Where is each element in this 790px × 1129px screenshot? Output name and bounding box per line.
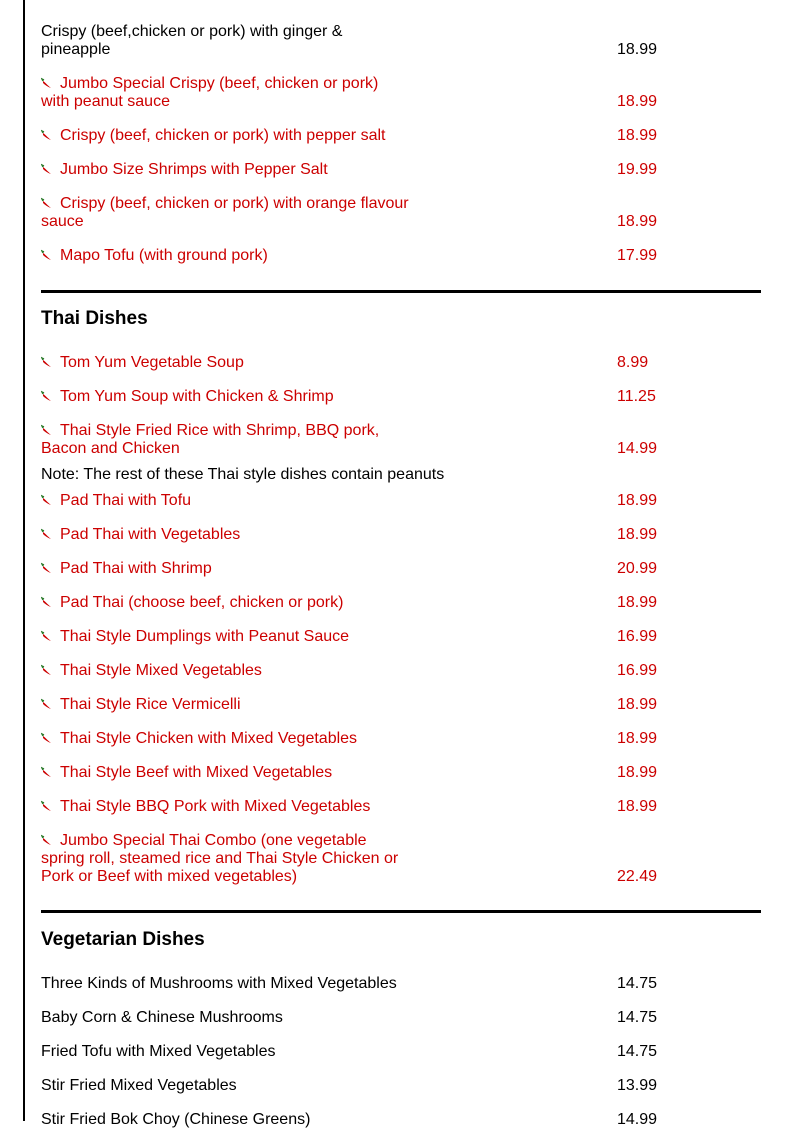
menu-item-name: [41, 1077, 411, 1095]
menu-item-label: Tom Yum Soup with Chicken & Shrimp: [60, 388, 334, 405]
menu-item-label: Stir Fried Mixed Vegetables: [41, 1077, 237, 1094]
menu-item-row: [41, 1077, 761, 1095]
menu-item-price: 18.99: [617, 696, 658, 713]
chili-pepper-icon: [41, 628, 60, 646]
section-heading-vegetarian: Vegetarian Dishes: [41, 929, 205, 950]
menu-item-name: [41, 247, 411, 265]
menu-item-price: 20.99: [617, 560, 658, 577]
menu-item-name: [41, 730, 411, 748]
menu-item-price: 14.99: [617, 1111, 658, 1128]
menu-item-name: [41, 388, 411, 406]
menu-item-label: Stir Fried Bok Choy (Chinese Greens): [41, 1111, 311, 1128]
menu-item-name: [41, 764, 411, 782]
menu-item-label: Thai Style BBQ Pork with Mixed Vegetables: [60, 798, 371, 815]
menu-item-name: [41, 832, 411, 886]
menu-item-price: 19.99: [617, 161, 658, 178]
chili-pepper-icon: [41, 354, 60, 372]
menu-item-label: Thai Style Mixed Vegetables: [60, 662, 262, 679]
menu-item-price: 18.99: [617, 730, 658, 747]
chili-pepper-icon: [41, 75, 60, 93]
menu-item-name: [41, 798, 411, 816]
menu-item-label: Mapo Tofu (with ground pork): [60, 247, 268, 264]
chili-pepper-icon: [41, 247, 60, 265]
menu-item-name: [41, 526, 411, 544]
menu-item-row: [41, 388, 761, 406]
chili-pepper-icon: [41, 492, 60, 510]
menu-item-row: [41, 195, 761, 231]
menu-item-name: [41, 161, 411, 179]
left-border-line: [23, 0, 25, 1121]
menu-item-row: [41, 560, 761, 578]
menu-item-price: 14.99: [617, 440, 658, 457]
menu-item-row: [41, 1009, 761, 1027]
section-divider: [41, 290, 761, 293]
menu-item-name: [41, 975, 411, 993]
chili-pepper-icon: [41, 730, 60, 748]
chili-pepper-icon: [41, 127, 60, 145]
chili-pepper-icon: [41, 161, 60, 179]
menu-item-name: [41, 594, 411, 612]
menu-item-name: [41, 354, 411, 372]
chili-pepper-icon: [41, 195, 60, 213]
menu-item-label: Thai Style Rice Vermicelli: [60, 696, 241, 713]
menu-item-name: [41, 628, 411, 646]
menu-item-label: Crispy (beef, chicken or pork) with pepper salt: [60, 127, 386, 144]
chili-pepper-icon: [41, 662, 60, 680]
menu-item-price: 16.99: [617, 628, 658, 645]
menu-item-name: [41, 422, 411, 458]
menu-item-row: [41, 247, 761, 265]
menu-item-name: [41, 696, 411, 714]
menu-item-label: Jumbo Size Shrimps with Pepper Salt: [60, 161, 328, 178]
menu-item-name: [41, 1009, 411, 1027]
menu-item-price: 18.99: [617, 41, 658, 58]
menu-item-row: [41, 23, 761, 59]
menu-item-price: 14.75: [617, 1043, 658, 1060]
menu-item-row: [41, 75, 761, 111]
menu-item-price: 18.99: [617, 213, 658, 230]
menu-item-label: Pad Thai with Vegetables: [60, 526, 241, 543]
chili-pepper-icon: [41, 696, 60, 714]
chili-pepper-icon: [41, 526, 60, 544]
menu-item-row: [41, 696, 761, 714]
menu-item-row: [41, 628, 761, 646]
menu-item-label: Thai Style Fried Rice with Shrimp, BBQ pork, Bacon and Chicken: [41, 422, 380, 457]
menu-item-price: 18.99: [617, 93, 658, 110]
menu-item-name: [41, 127, 411, 145]
menu-item-price: 8.99: [617, 354, 649, 371]
menu-item-price: 18.99: [617, 492, 658, 509]
menu-item-label: Thai Style Chicken with Mixed Vegetables: [60, 730, 358, 747]
chili-pepper-icon: [41, 764, 60, 782]
menu-item-name: [41, 492, 411, 510]
menu-item-name: [41, 195, 411, 231]
menu-item-label: Baby Corn & Chinese Mushrooms: [41, 1009, 283, 1026]
menu-item-name: [41, 75, 411, 111]
menu-item-name: [41, 23, 411, 59]
peanut-note: Note: The rest of these Thai style dishes contain peanuts: [41, 466, 445, 483]
menu-item-row: [41, 161, 761, 179]
menu-item-label: Three Kinds of Mushrooms with Mixed Vegetables: [41, 975, 397, 992]
chili-pepper-icon: [41, 560, 60, 578]
menu-item-row: [41, 832, 761, 886]
chili-pepper-icon: [41, 832, 60, 850]
section-heading-thai: Thai Dishes: [41, 308, 148, 329]
section-divider: [41, 910, 761, 913]
menu-item-label: Pad Thai with Shrimp: [60, 560, 212, 577]
menu-item-price: 14.75: [617, 1009, 658, 1026]
menu-item-row: [41, 662, 761, 680]
chili-pepper-icon: [41, 594, 60, 612]
menu-item-price: 11.25: [617, 388, 656, 405]
menu-item-label: Jumbo Special Crispy (beef, chicken or pork) with peanut sauce: [41, 75, 379, 110]
chili-pepper-icon: [41, 388, 60, 406]
menu-item-price: 14.75: [617, 975, 658, 992]
menu-item-row: [41, 975, 761, 993]
menu-item-price: 17.99: [617, 247, 658, 264]
menu-item-price: 18.99: [617, 764, 658, 781]
menu-item-name: [41, 560, 411, 578]
menu-item-label: Crispy (beef, chicken or pork) with orange flavour sauce: [41, 195, 409, 230]
menu-item-price: 18.99: [617, 127, 658, 144]
menu-item-label: Thai Style Beef with Mixed Vegetables: [60, 764, 333, 781]
menu-item-label: Pad Thai (choose beef, chicken or pork): [60, 594, 344, 611]
menu-item-label: Pad Thai with Tofu: [60, 492, 192, 509]
menu-item-label: Tom Yum Vegetable Soup: [60, 354, 244, 371]
menu-item-row: [41, 127, 761, 145]
menu-item-price: 18.99: [617, 594, 658, 611]
menu-item-row: [41, 354, 761, 372]
menu-item-name: [41, 662, 411, 680]
chili-pepper-icon: [41, 798, 60, 816]
menu-item-row: [41, 422, 761, 458]
menu-item-row: [41, 594, 761, 612]
menu-item-price: 16.99: [617, 662, 658, 679]
menu-item-name: [41, 1043, 411, 1061]
chili-pepper-icon: [41, 422, 60, 440]
menu-item-price: 18.99: [617, 526, 658, 543]
menu-item-label: Fried Tofu with Mixed Vegetables: [41, 1043, 276, 1060]
menu-item-row: [41, 1043, 761, 1061]
menu-item-price: 22.49: [617, 868, 658, 885]
menu-item-label: Crispy (beef,chicken or pork) with ginger & pineapple: [41, 23, 343, 58]
menu-item-row: [41, 492, 761, 510]
menu-item-row: [41, 798, 761, 816]
menu-item-name: [41, 1111, 411, 1129]
menu-item-label: Jumbo Special Thai Combo (one vegetable spring roll, steamed rice and Thai Style Chicken or Pork or Beef with mixed vegetables): [41, 832, 399, 885]
menu-item-row: [41, 730, 761, 748]
menu-item-price: 13.99: [617, 1077, 658, 1094]
menu-item-row: [41, 1111, 761, 1129]
menu-item-row: [41, 526, 761, 544]
menu-item-label: Thai Style Dumplings with Peanut Sauce: [60, 628, 350, 645]
menu-item-price: 18.99: [617, 798, 658, 815]
menu-item-row: [41, 764, 761, 782]
